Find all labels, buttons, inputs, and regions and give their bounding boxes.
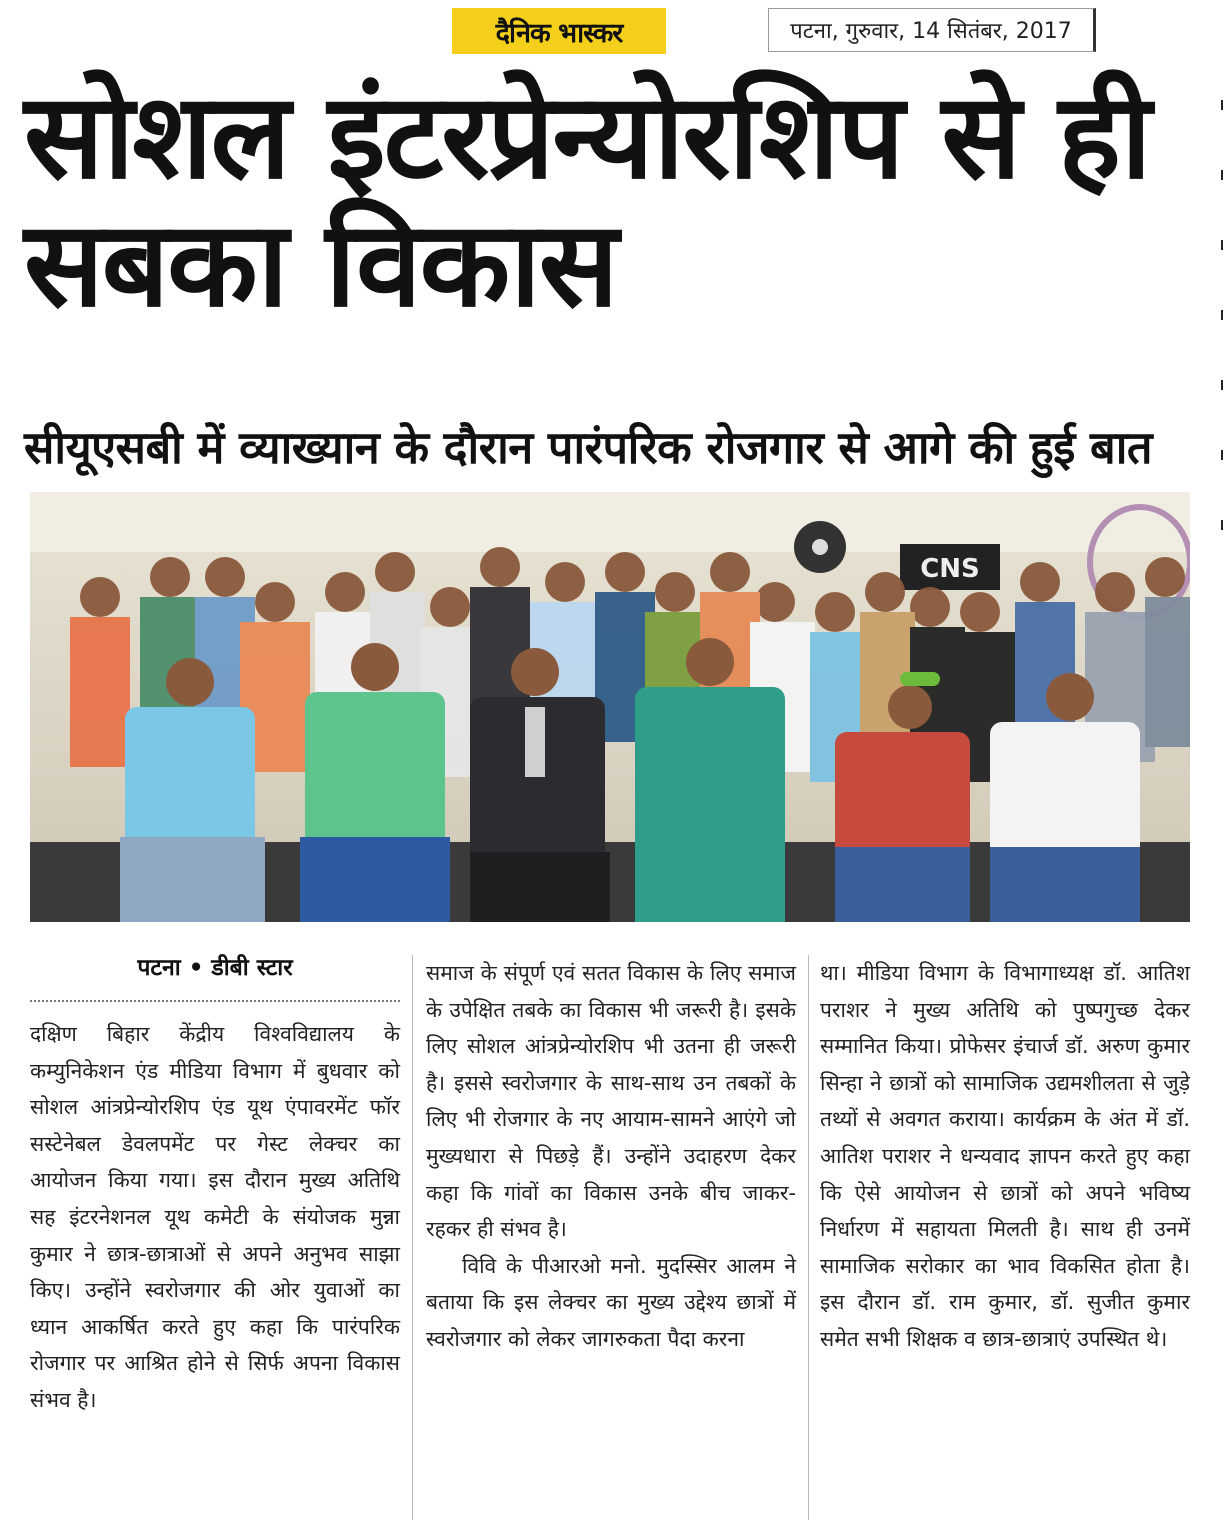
article-column-3 [820, 955, 1190, 1358]
column-divider [808, 955, 809, 1520]
article-column-2 [426, 955, 796, 1358]
article-column-1 [30, 1016, 400, 1419]
article-paragraph: समाज के संपूर्ण एवं सतत विकास के लिए समाज के उपेक्षित तबके का विकास भी जरूरी है। इसके लिए सोशल आंत्रप्रेन्योरशिप भी उतना ही जरूरी है। इससे स्वरोजगार के साथ-साथ उन तबकों के लिए भी रोजगार के नए आयाम-सामने आएंगे जो मुख्यधारा से पिछड़े हैं। उन्होंने उदाहरण देकर कहा कि गांवों का विकास उनके बीच जाकर-रहकर ही संभव है। [426, 961, 796, 1242]
headline: सोशल इंटरप्रेन्योरशिप से ही सबका विकास [24, 67, 1150, 333]
edge-tick-marks [1221, 100, 1223, 570]
dateline: पटना, गुरुवार, 14 सितंबर, 2017 [768, 8, 1096, 52]
article-paragraph: दक्षिण बिहार केंद्रीय विश्वविद्यालय के कम्युनिकेशन एंड मीडिया विभाग में बुधवार को सोशल आंत्रप्रेन्योरशिप एंड यूथ एंपावरमेंट फॉर सस्टेनेबल डेवलपमेंट पर गेस्ट लेक्चर का आयोजन किया गया। इस दौरान मुख्य अतिथि सह इंटरनेशनल यूथ कमेटी के संयोजक मुन्ना कुमार ने छात्र-छात्राओं से अपने अनुभव साझा किए। उन्होंने स्वरोजगार की ओर युवाओं का ध्यान आकर्षित करते हुए कहा कि पारंपरिक रोजगार पर आश्रित होने से सिर्फ अपना विकास संभव है। [30, 1022, 400, 1412]
group-photo [30, 492, 1190, 922]
wall-sign: CNS [920, 554, 980, 584]
byline: पटना • डीबी स्टार [137, 955, 293, 981]
byline-divider [30, 1000, 400, 1002]
article-paragraph: था। मीडिया विभाग के विभागाध्यक्ष डॉ. आतिश पराशर ने मुख्य अतिथि को पुष्पगुच्छ देकर सम्मानित किया। प्रोफेसर इंचार्ज डॉ. अरुण कुमार सिन्हा ने छात्रों को सामाजिक उद्यमशीलता से जुड़े तथ्यों से अवगत कराया। कार्यक्रम के अंत में डॉ. आतिश पराशर ने धन्यवाद ज्ञापन करते हुए कहा कि ऐसे आयोजन से छात्रों को अपने भविष्य निर्धारण में सहायता मिलती है। साथ ही उनमें सामाजिक सरोकार का भाव विकसित होता है। इस दौरान डॉ. राम कुमार, डॉ. सुजीत कुमार समेत सभी शिक्षक व छात्र-छात्राएं उपस्थित थे। [820, 961, 1190, 1351]
masthead [0, 0, 1228, 60]
subheadline: सीयूएसबी में व्याख्यान के दौरान पारंपरिक रोजगार से आगे की हुई बात [24, 421, 1153, 474]
column-divider [412, 955, 413, 1520]
article-paragraph: विवि के पीआरओ मनो. मुदस्सिर आलम ने बताया कि इस लेक्चर का मुख्य उद्देश्य छात्रों में स्वरोजगार को लेकर जागरुकता पैदा करना [426, 1253, 796, 1351]
group-photo-illustration [30, 492, 1190, 922]
newspaper-logo: दैनिक भास्कर [452, 8, 666, 54]
